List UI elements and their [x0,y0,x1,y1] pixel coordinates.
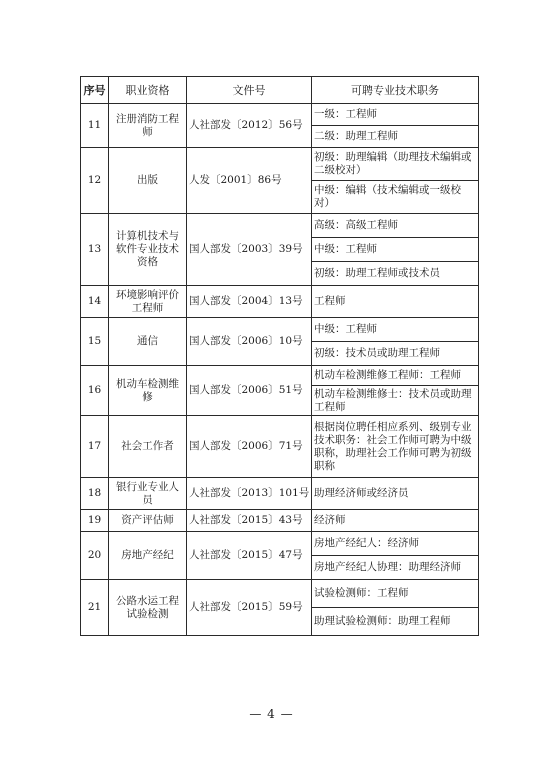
table-row [81,286,479,318]
header-qualification: 职业资格 [109,77,187,104]
row-position: 助理经济师或经济员 [312,478,479,510]
row-qualification: 环境影响评价工程师 [109,286,187,318]
row-position: 根据岗位聘任相应系列、级别专业技术职务：社会工作师可聘为中级职称，助理社会工作师可聘为初级职称 [312,416,479,478]
row-document-number: 人社部发〔2015〕47号 [187,532,312,580]
table-header-row [81,77,479,104]
table-row [81,318,479,342]
qualification-table [80,76,479,636]
row-position: 房地产经纪人：经济师 [312,532,479,556]
table-row [81,214,479,238]
page-number: — 4 — [249,707,294,721]
row-document-number: 人社部发〔2013〕101号 [187,478,312,510]
row-index: 20 [81,532,109,580]
table-row [81,416,479,478]
row-position: 中级：工程师 [312,318,479,342]
table-row [81,510,479,532]
row-qualification: 银行业专业人员 [109,478,187,510]
row-position: 中级：编辑（技术编辑或一级校对） [312,181,479,214]
row-document-number: 人发〔2001〕86号 [187,148,312,214]
row-position: 初级：助理编辑（助理技术编辑或二级校对） [312,148,479,181]
row-position: 初级：技术员或助理工程师 [312,342,479,366]
table-row [81,478,479,510]
row-qualification: 公路水运工程试验检测 [109,580,187,636]
row-index: 15 [81,318,109,366]
row-qualification: 社会工作者 [109,416,187,478]
row-qualification: 计算机技术与软件专业技术资格 [109,214,187,286]
row-index: 21 [81,580,109,636]
row-qualification: 机动车检测维修 [109,366,187,416]
row-qualification: 通信 [109,318,187,366]
table-row [81,148,479,181]
row-index: 13 [81,214,109,286]
table-row [81,366,479,386]
header-positions: 可聘专业技术职务 [312,77,479,104]
row-position: 高级：高级工程师 [312,214,479,238]
table-row [81,580,479,608]
row-position: 助理试验检测师：助理工程师 [312,608,479,636]
row-document-number: 国人部发〔2003〕39号 [187,214,312,286]
row-position: 房地产经纪人协理：助理经济师 [312,556,479,580]
row-position: 中级：工程师 [312,238,479,262]
row-index: 16 [81,366,109,416]
row-position: 二级：助理工程师 [312,126,479,148]
row-position: 机动车检测维修士：技术员或助理工程师 [312,386,479,416]
row-index: 12 [81,148,109,214]
row-document-number: 人社部发〔2012〕56号 [187,104,312,148]
row-qualification: 注册消防工程师 [109,104,187,148]
table-row [81,104,479,126]
row-position: 经济师 [312,510,479,532]
row-document-number: 国人部发〔2006〕71号 [187,416,312,478]
row-index: 11 [81,104,109,148]
row-document-number: 国人部发〔2006〕51号 [187,366,312,416]
row-index: 19 [81,510,109,532]
row-position: 工程师 [312,286,479,318]
table-row [81,532,479,556]
header-index: 序号 [81,77,109,104]
row-index: 18 [81,478,109,510]
row-document-number: 国人部发〔2006〕10号 [187,318,312,366]
row-qualification: 出版 [109,148,187,214]
row-position: 试验检测师：工程师 [312,580,479,608]
row-position: 机动车检测维修工程师：工程师 [312,366,479,386]
row-index: 17 [81,416,109,478]
row-document-number: 国人部发〔2004〕13号 [187,286,312,318]
row-qualification: 资产评估师 [109,510,187,532]
row-document-number: 人社部发〔2015〕43号 [187,510,312,532]
row-document-number: 人社部发〔2015〕59号 [187,580,312,636]
row-index: 14 [81,286,109,318]
header-document-number: 文件号 [187,77,312,104]
row-position: 一级：工程师 [312,104,479,126]
row-qualification: 房地产经纪 [109,532,187,580]
row-position: 初级：助理工程师或技术员 [312,262,479,286]
